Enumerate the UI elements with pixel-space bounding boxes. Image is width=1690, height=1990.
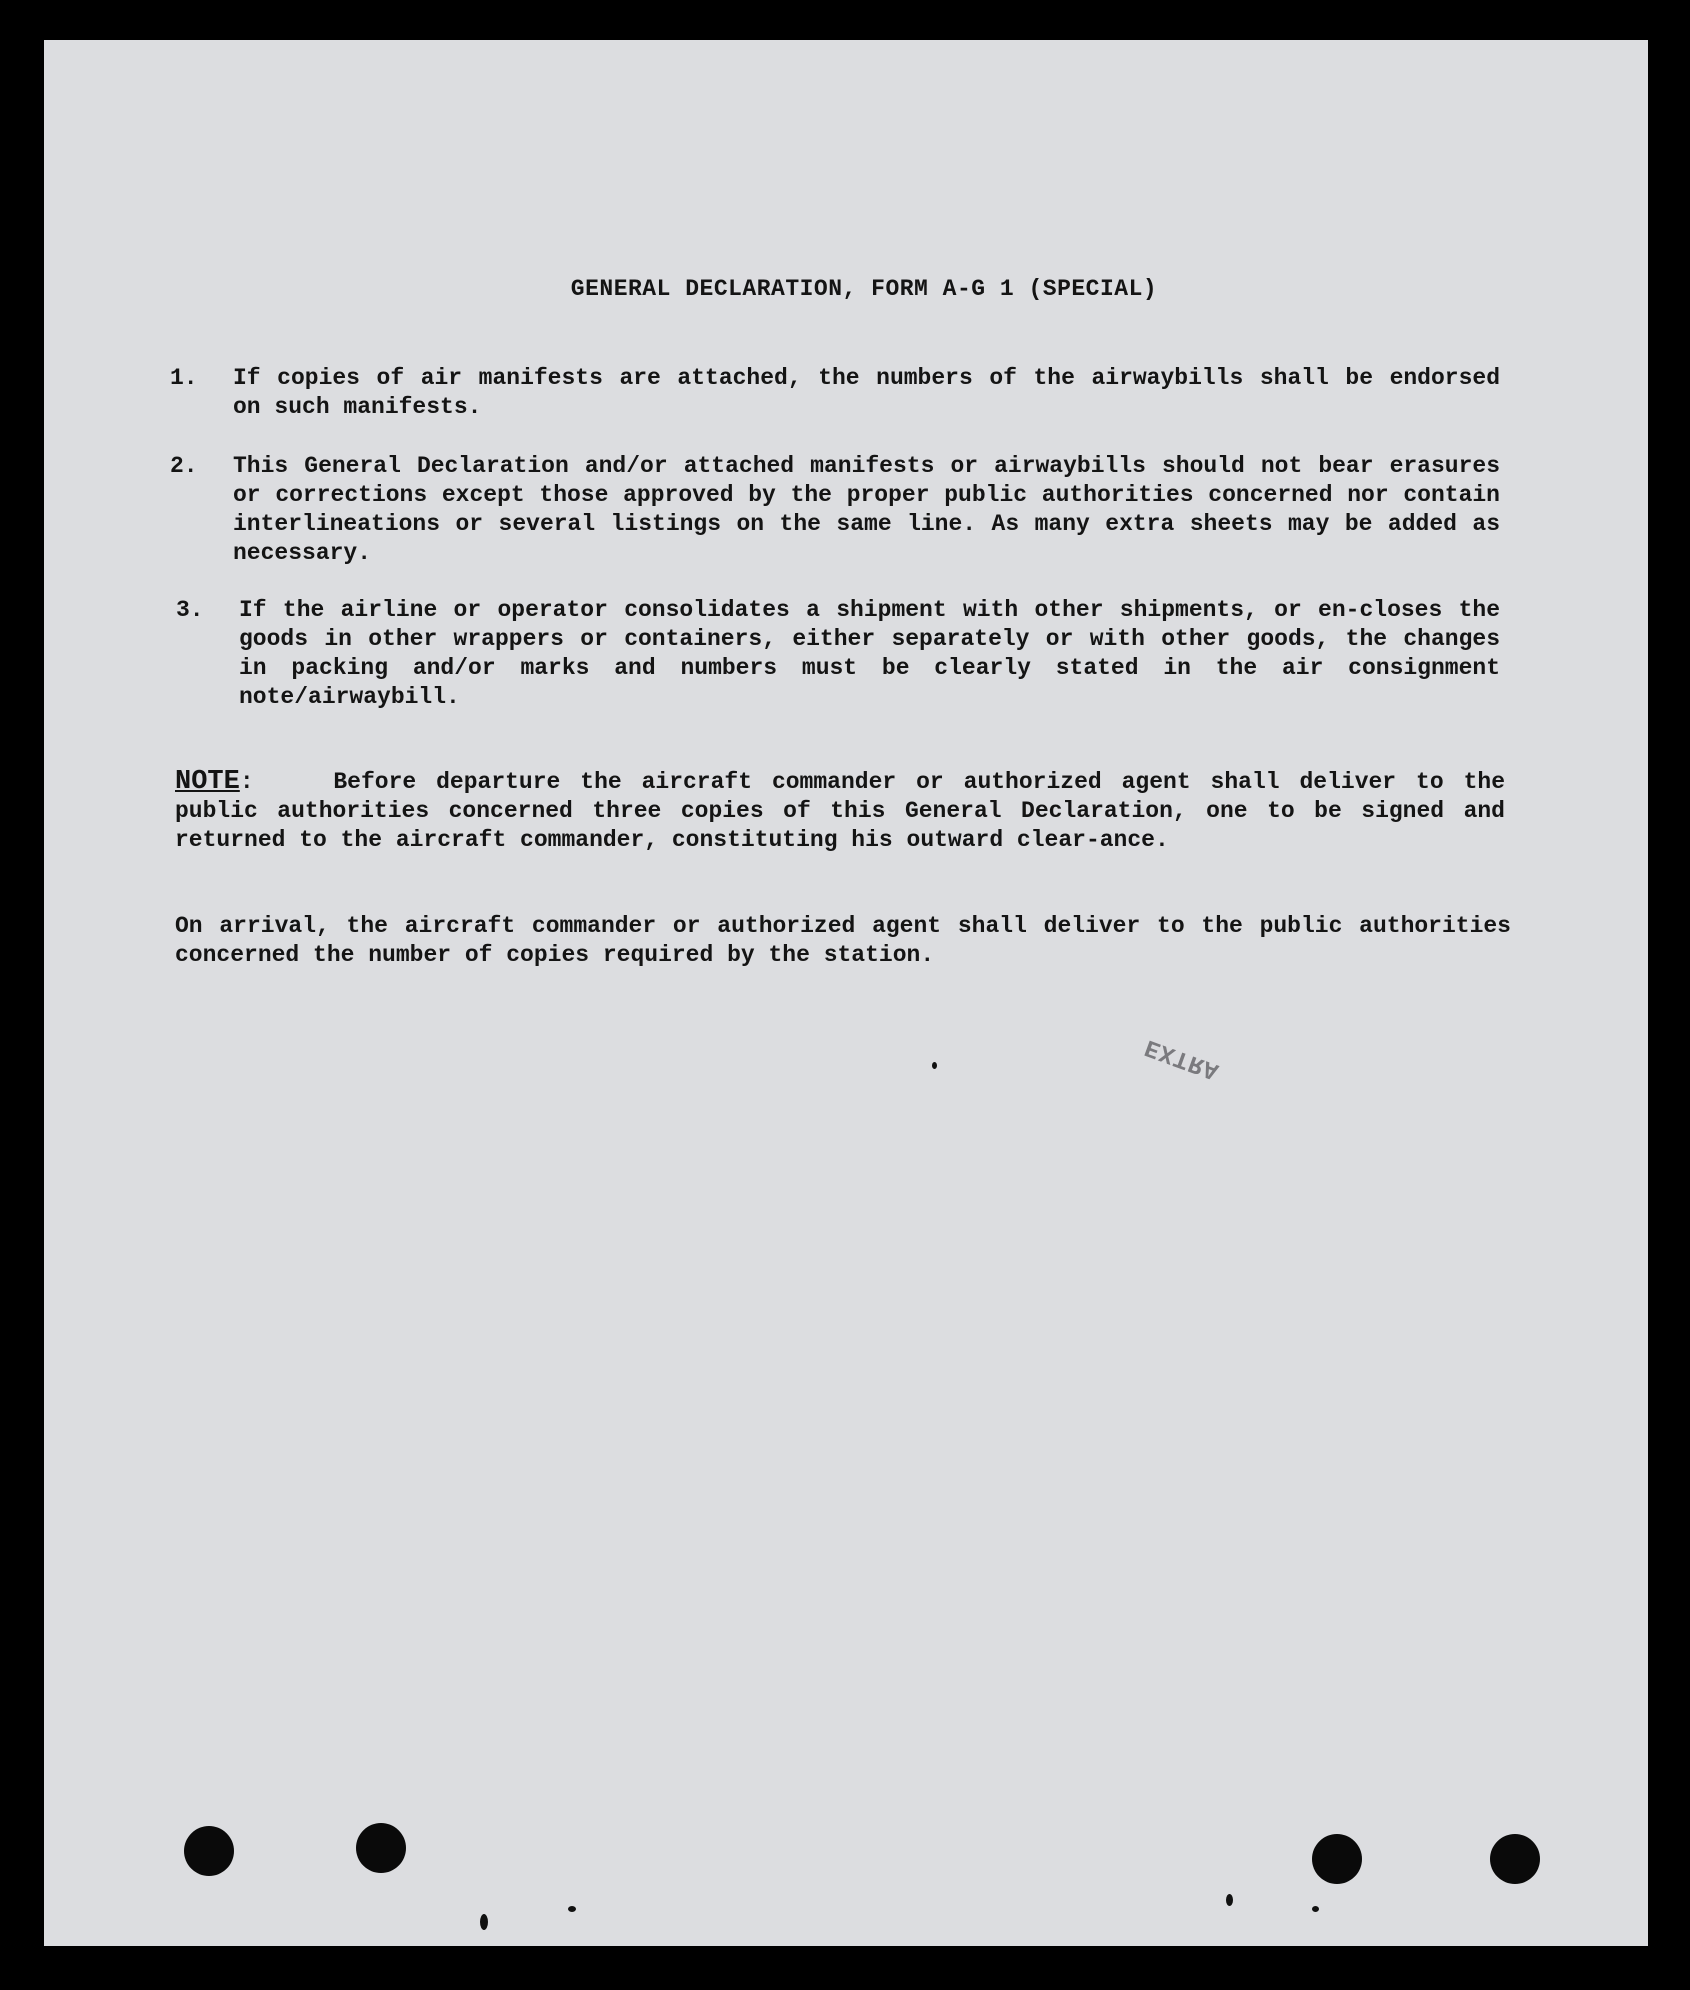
note-label: NOTE bbox=[175, 767, 240, 797]
faint-stamp-mark: EXTRA bbox=[1141, 1032, 1224, 1085]
item-number: 1. bbox=[170, 365, 198, 391]
note-text: Before departure the aircraft commander or authorized agent shall deliver to the public authorities concerned three copies of this General Declaration, one to be signed and returned to the aircraft commander, constituting his outward clear-ance. bbox=[175, 769, 1505, 853]
punch-hole bbox=[356, 1823, 406, 1873]
item-text: This General Declaration and/or attached manifests or airwaybills should not bear erasures or corrections except those approved by the proper public authorities concerned nor contain interlineations or several listings on the same line. As many extra sheets may be added as necessary. bbox=[233, 453, 1500, 566]
instruction-item-2 bbox=[170, 452, 1500, 568]
page-title: GENERAL DECLARATION, FORM A-G 1 (SPECIAL) bbox=[570, 276, 1158, 302]
item-text: If copies of air manifests are attached, the numbers of the airwaybills shall be endorsed on such manifests. bbox=[233, 365, 1500, 420]
item-text: If the airline or operator consolidates a shipment with other shipments, or en-closes the goods in other wrappers or containers, either separately or with other goods, the changes in packing and/or marks and numbers must be clearly stated in the air consignment note/airwaybill. bbox=[239, 597, 1500, 710]
note-paragraph: NOTE: Before departure the aircraft commander or authorized agent shall deliver to the public authorities concerned three copies of this General Declaration, one to be signed and returned to the aircraft commander, constituting his outward clear-ance. bbox=[175, 767, 1505, 853]
speck bbox=[480, 1914, 488, 1930]
instruction-item-3 bbox=[170, 596, 1500, 712]
document-page bbox=[44, 40, 1648, 1946]
punch-hole bbox=[1312, 1834, 1362, 1884]
speck bbox=[1226, 1894, 1233, 1906]
punch-hole bbox=[1490, 1834, 1540, 1884]
item-number: 2. bbox=[170, 453, 198, 479]
item-number: 3. bbox=[176, 597, 204, 623]
speck bbox=[1312, 1906, 1319, 1912]
speck bbox=[932, 1062, 937, 1069]
arrival-paragraph: On arrival, the aircraft commander or authorized agent shall deliver to the public authorities concerned the number of copies required by the station. bbox=[175, 913, 1511, 968]
punch-hole bbox=[184, 1826, 234, 1876]
speck bbox=[568, 1906, 576, 1912]
instruction-item-1 bbox=[170, 364, 1500, 422]
